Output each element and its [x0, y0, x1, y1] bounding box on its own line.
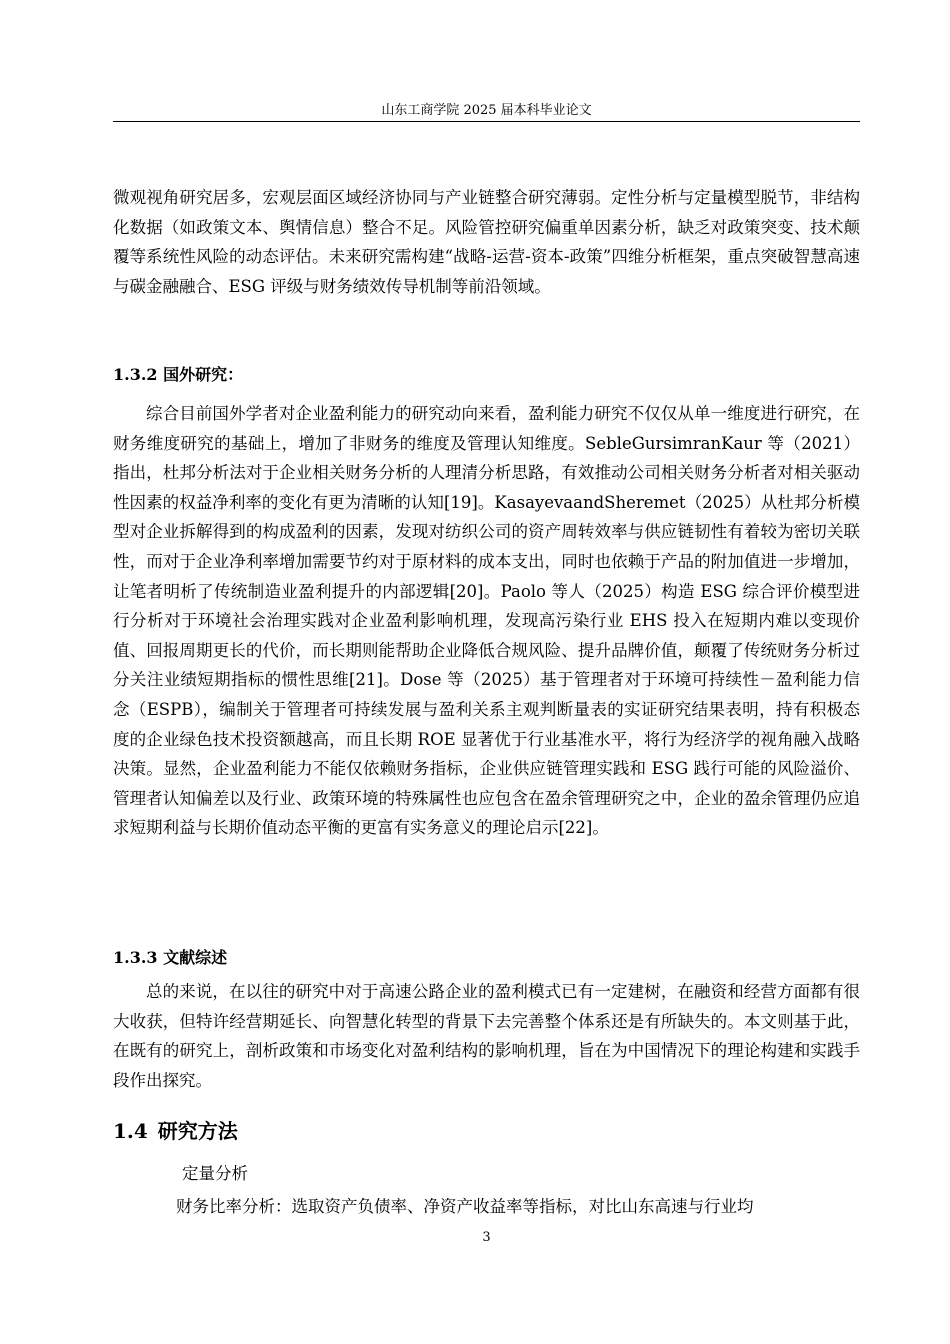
- section-1-3-2-heading: 1.3.2 国外研究：: [113, 365, 244, 384]
- intro-paragraph: 微观视角研究居多，宏观层面区域经济协同与产业链整合研究薄弱。定性分析与定量模型脱节，非结构化数据（如政策文本、舆情信息）整合不足。风险管控研究偏重单因素分析，缺乏对政策突变、技术颠覆等系统性风险的动态评估。未来研究需构建“战略-运营-资本-政策”四维分析框架，重点突破智慧高速与碳金融融合、ESG 评级与财务绩效传导机制等前沿领域。: [113, 188, 860, 296]
- section-1-4-heading: [113, 1118, 238, 1144]
- section-number: 1.4: [113, 1119, 148, 1143]
- page-header: 山东工商学院 2025 届本科毕业论文: [381, 103, 592, 118]
- header-divider: [113, 121, 860, 122]
- section-title: 研究方法: [157, 1119, 238, 1143]
- page-number: 3: [482, 1230, 491, 1245]
- sub-heading-quantitative: 定量分析: [182, 1164, 248, 1183]
- section-1-3-3-paragraph: 总的来说，在以往的研究中对于高速公路企业的盈利模式已有一定建树，在融资和经营方面都有很大收获，但特许经营期延长、向智慧化转型的背景下去完善整个体系还是有所缺失的。本文则基于此，在既有的研究上，剖析政策和市场变化对盈利结构的影响机理，旨在为中国情况下的理论构建和实践手段作出探究。: [113, 982, 860, 1090]
- section-1-4-paragraph: 财务比率分析：选取资产负债率、净资产收益率等指标，对比山东高速与行业均: [176, 1197, 754, 1216]
- section-1-3-2-paragraph: 综合目前国外学者对企业盈利能力的研究动向来看，盈利能力研究不仅仅从单一维度进行研究，在财务维度研究的基础上，增加了非财务的维度及管理认知维度。SebleGursimranKaur 等（2021）指出，杜邦分析法对于企业相关财务分析的人理清分析思路，有效推动公司相关财务分析者对相关驱动性因素的权益净利率的变化有更为清晰的认知[19]。KasayevaandSheremet（2025）从杜邦分析模型对企业拆解得到的构成盈利的因素，发现对纺织公司的资产周转效率与供应链韧性有着较为密切关联性，而对于企业净利率增加需要节约对于原材料的成本支出，同时也依赖于产品的附加值进一步增加，让笔者明析了传统制造业盈利提升的内部逻辑[20]。Paolo 等人（2025）构造 ESG 综合评价模型进行分析对于环境社会治理实践对企业盈利影响机理，发现高污染行业 EHS 投入在短期内难以变现价值、回报周期更长的代价，而长期则能帮助企业降低合规风险、提升品牌价值，颠覆了传统财务分析过分关注业绩短期指标的惯性思维[21]。Dose 等（2025）基于管理者对于环境可持续性－盈利能力信念（ESPB），编制关于管理者可持续发展与盈利关系主观判断量表的实证研究结果表明，持有积极态度的企业绿色技术投资额越高，而且长期 ROE 显著优于行业基准水平，将行为经济学的视角融入战略决策。显然，企业盈利能力不能仅依赖财务指标，企业供应链管理实践和 ESG 践行可能的风险溢价、管理者认知偏差以及行业、政策环境的特殊属性也应包含在盈余管理研究之中，企业的盈余管理仍应追求短期利益与长期价值动态平衡的更富有实务意义的理论启示[22]。: [113, 404, 860, 838]
- section-1-3-3-heading: 1.3.3 文献综述: [113, 948, 228, 967]
